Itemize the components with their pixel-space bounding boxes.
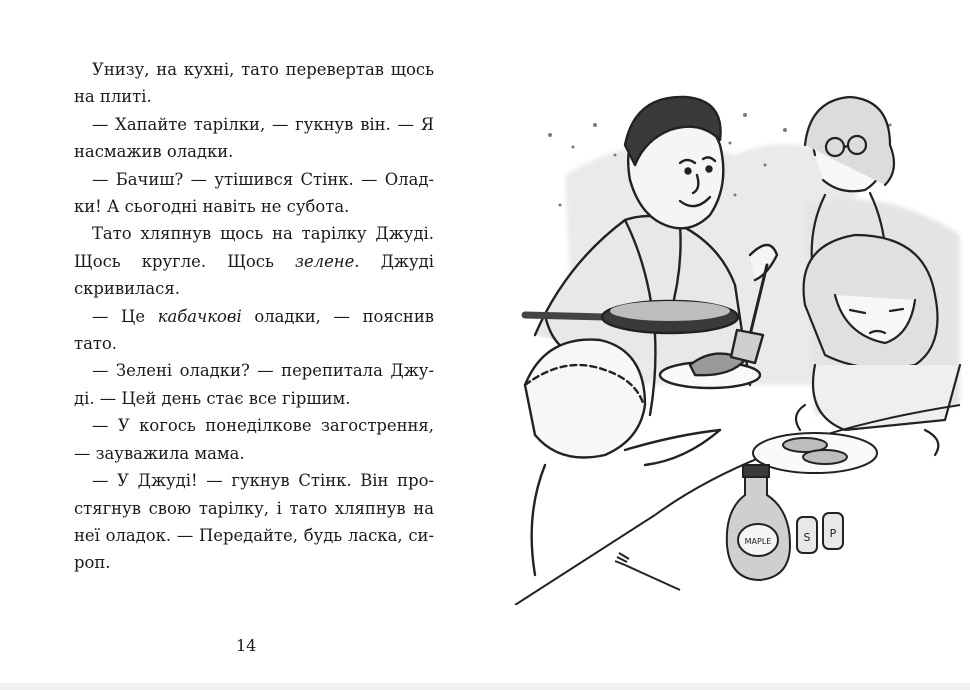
- paragraph-text: — Бачиш? — утішився Стінк. — Оладки! А сьогодні навіть не субота.: [74, 169, 434, 217]
- pancake-plate: [753, 433, 877, 473]
- paragraph-text: Унизу, на кухні, тато перевертав щось на плиті.: [74, 60, 434, 107]
- syrup-bottle: [727, 465, 790, 580]
- paragraph: [74, 412, 434, 467]
- kitchen-breakfast-illustration: [505, 85, 965, 605]
- paragraph: [74, 220, 434, 302]
- italic-text: кабачкові: [157, 306, 242, 326]
- salt-label: S: [803, 531, 811, 544]
- paragraph-text: — У когось понеділкове загострення, — зауважила мама.: [74, 416, 434, 463]
- paragraph: [74, 303, 434, 358]
- page-number: 14: [236, 636, 257, 655]
- paragraph: [74, 56, 434, 111]
- salt-pepper-shakers: [797, 513, 843, 553]
- paragraph-text: оладки, — пояснив тато.: [74, 306, 434, 354]
- pepper-label: P: [829, 527, 837, 540]
- fork: [615, 553, 680, 590]
- bottom-edge: [0, 683, 970, 690]
- paragraph: [74, 467, 434, 577]
- paragraph: [74, 357, 434, 412]
- paragraph-text: — Це: [92, 306, 158, 326]
- syrup-label: MAPLE: [744, 537, 772, 546]
- paragraph-text: — Зелені оладки? — перепитала Джуді. — Цей день стає все гіршим.: [74, 361, 434, 408]
- paragraph-text: — У Джуді! — гукнув Стінк. Він простягнув свою тарілку, і тато хляпнув на неї оладок. — Передайте, будь ласка, сироп.: [74, 471, 434, 573]
- paragraph-text: Тато хляпнув щось на тарілку Джуді. Щось кругле. Щось: [74, 224, 434, 271]
- paragraph-text: . Джуді скривилася.: [74, 251, 434, 299]
- paragraph-text: — Хапайте тарілки, — гукнув він. — Я насмажив оладки.: [74, 114, 434, 162]
- italic-text: зелене: [295, 251, 355, 271]
- text-column: [74, 56, 434, 577]
- paragraph: [74, 166, 434, 221]
- paragraph: [74, 111, 434, 166]
